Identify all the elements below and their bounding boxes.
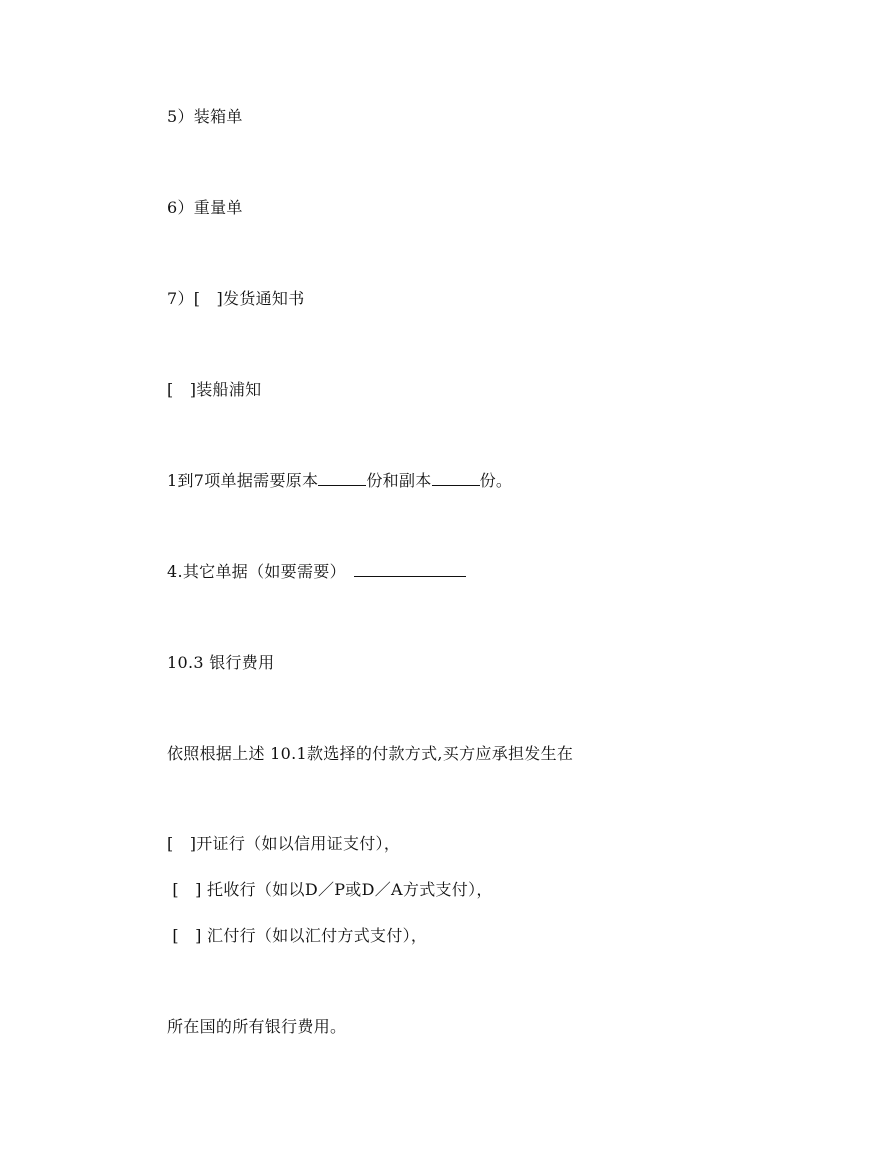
item-packing-list: 5）装箱单 (167, 107, 243, 126)
copies-text-c: 份。 (479, 471, 513, 490)
bank-fee-intro: 依照根据上述 10.1款选择的付款方式,买方应承担发生在 (167, 744, 574, 763)
copies-text-a: 1到7项单据需要原本 (167, 471, 319, 490)
other-documents-line (167, 562, 466, 582)
item-delivery-notice: 7）[ ]发货通知书 (167, 289, 305, 308)
original-copies-blank[interactable] (318, 471, 366, 486)
option-collecting-bank: [ ] 托收行（如以D／P或D／A方式支付）， (167, 880, 493, 899)
closing-line: 所在国的所有银行费用。 (167, 1017, 347, 1036)
other-documents-blank[interactable] (354, 562, 466, 577)
option-issuing-bank: [ ]开证行（如以信用证支付）， (167, 834, 401, 853)
copies-line (167, 471, 512, 491)
other-documents-text: 4.其它单据（如要需要） (167, 562, 346, 581)
copies-text-b: 份和副本 (366, 471, 432, 490)
duplicate-copies-blank[interactable] (432, 471, 480, 486)
item-weight-list: 6）重量单 (167, 198, 243, 217)
section-heading-bank-fees: 10.3 银行费用 (167, 653, 275, 672)
option-remitting-bank: [ ] 汇付行（如以汇付方式支付）， (167, 926, 428, 945)
item-shipping-notice: [ ]装船浦知 (167, 380, 262, 399)
